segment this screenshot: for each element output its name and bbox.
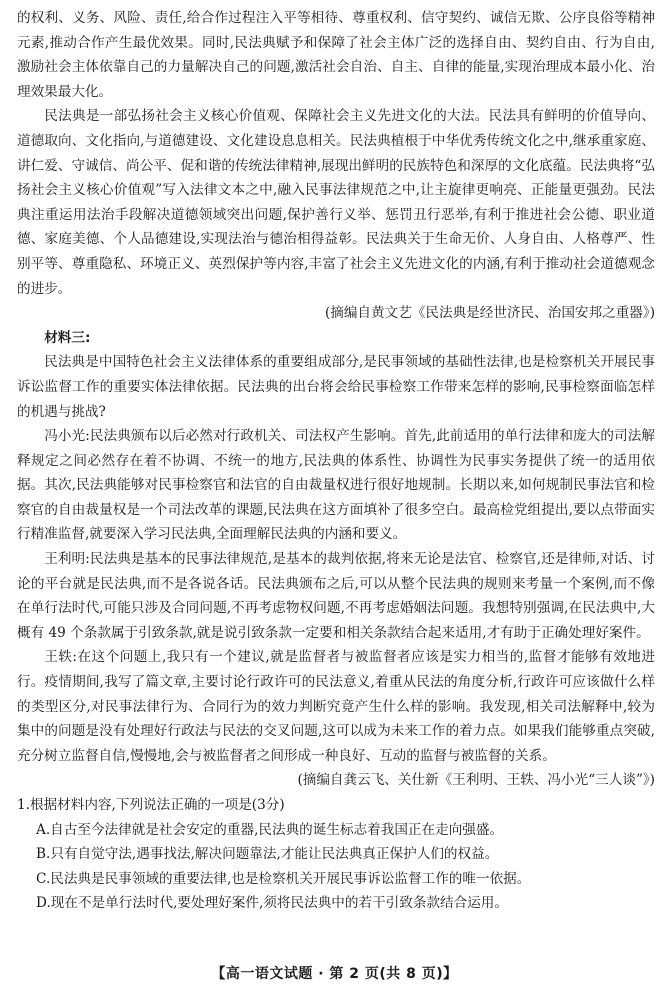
question-1-option-c: C.民法典是民事领域的重要法律,也是检察机关开展民事诉讼监督工作的唯一依据。: [36, 870, 531, 887]
material2-paragraph-2: 民法典是一部弘扬社会主义核心价值观、保障社会主义先进文化的大法。民法具有鲜明的价值导向、道德取向、文化指向,与道德建设、文化建设息息相关。民法典植根于中华优秀传统文化之中,继承重家庭、讲仁爱、守诚信、尚公平、促和谐的传统法律精神,展现出鲜明的民族特色和深厚的文化底蕴。民法典将“弘扬社会主义核心价值观”写入法律文本之中,融入民事法律规范之中,让主旋律更响亮、正能量更强劲。民法典注重运用法治手段解决道德领域突出问题,保护善行义举、惩罚丑行恶举,有利于推进社会公德、职业道德、家庭美德、个人品德建设,实现法治与德治相得益彰。民法典关于生命无价、人身自由、人格尊严、性别平等、尊重隐私、环境正义、英烈保护等内容,丰富了社会主义先进文化的内涵,有利于推动社会道德观念的进步。: [17, 108, 655, 297]
page-footer: 【高一语文试题 · 第 2 页(共 8 页)】: [211, 966, 458, 982]
material3-intro: 民法典是中国特色社会主义法律体系的重要组成部分,是民事领域的基础性法律,也是检察机关开展民事诉讼监督工作的重要实体法律依据。民法典的出台将会给民事检察工作带来怎样的影响,民事检察面临怎样的机遇与挑战?: [17, 354, 655, 420]
material3-source: (摘编自龚云飞、关仕新《王利明、王轶、冯小光“三人谈”》): [297, 772, 655, 789]
material3-wang-yi: 王轶:在这个问题上,我只有一个建议,就是监督者与被监督者应该是实力相当的,监督才能够有效地进行。疫情期间,我写了篇文章,主要讨论行政许可的民法意义,着重从民法的角度分析,行政许可应该做什么样的类型区分,对民事法律行为、合同行为的效力判断究竟产生什么样的影响。我发现,相关司法解释中,较为集中的问题是没有处理好行政法与民法的交叉问题,这可以成为未来工作的着力点。如果我们能够重点突破,充分树立监督自信,慢慢地,会与被监督者之间形成一种良好、互动的监督与被监督的关系。: [17, 649, 655, 764]
material2-paragraph-continuation: 的权利、义务、风险、责任,给合作过程注入平等相待、尊重权利、信守契约、诚信无欺、公序良俗等精神元素,推动合作产生最优效果。同时,民法典赋予和保障了社会主体广泛的选择自由、契约自由、行为自由,激励社会主体依靠自己的力量解决自己的问题,激活社会自治、自主、自律的能量,实现治理成本最小化、治理效果最大化。: [17, 10, 655, 100]
material3-wang-liming: 王利明:民法典是基本的民事法律规范,是基本的裁判依据,将来无论是法官、检察官,还是律师,对话、讨论的平台就是民法典,而不是各说各话。民法典颁布之后,可以从整个民法典的规则来考量一个案例,而不像在单行法时代,可能只涉及合同问题,不再考虑物权问题,不再考虑婚姻法问题。我想特别强调,在民法典中,大概有 49 个条款属于引致条款,就是说引致条款一定要和相关条款结合起来适用,才有助于正确处理好案件。: [17, 551, 655, 641]
material3-feng-xiaoguang: 冯小光:民法典颁布以后必然对行政机关、司法权产生影响。首先,此前适用的单行法律和庞大的司法解释规定之间必然存在着不协调、不统一的地方,民法典的体系性、协调性为民事实务提供了统一的适用依据。其次,民法典能够对民事检察官和法官的自由裁量权进行很好地规制。长期以来,如何规制民事法官和检察官的自由裁量权是一个司法改革的课题,民法典在这方面填补了很多空白。最高检党组提出,要以点带面实行精准监督,就要深入学习民法典,全面理解民法典的内涵和要义。: [17, 428, 655, 543]
question-1-option-d: D.现在不是单行法时代,要处理好案件,须将民法典中的若干引致条款结合运用。: [36, 895, 508, 912]
question-1-stem: 1.根据材料内容,下列说法正确的一项是(3分): [17, 797, 285, 813]
exam-page: [17, 6, 655, 916]
question-1-option-a: A.自古至今法律就是社会安定的重器,民法典的诞生标志着我国正在走向强盛。: [36, 821, 504, 838]
material2-source: (摘编自黄文艺《民法典是经世济民、治国安邦之重器》): [324, 305, 655, 322]
question-1-option-b: B.只有自觉守法,遇事找法,解决问题靠法,才能让民法典真正保护人们的权益。: [36, 846, 499, 863]
material3-heading: 材料三:: [44, 329, 91, 346]
